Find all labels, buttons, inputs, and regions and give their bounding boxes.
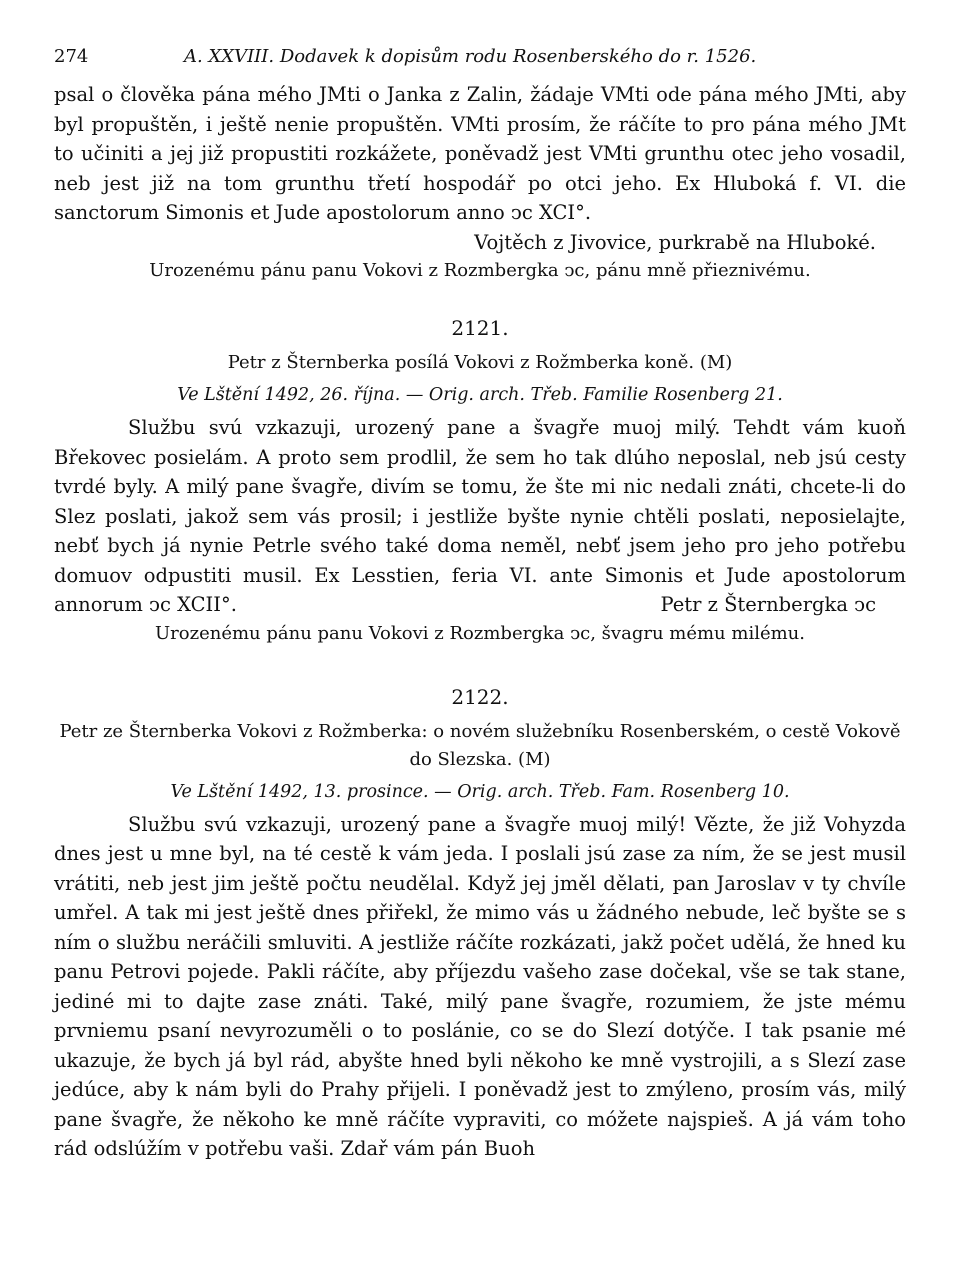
document-source: Ve Lštění 1492, 13. prosince. — Orig. arch. Třeb. Fam. Rosenberg 10. xyxy=(170,781,790,802)
letter-continued xyxy=(54,80,906,285)
page-number: 274 xyxy=(54,46,89,67)
letter-address: Urozenému pánu panu Vokovi z Rozmbergka ↄc, pánu mně přieznivému. xyxy=(149,260,811,281)
document-title: Petr z Šternberka posílá Vokovi z Rožmberka koně. (M) xyxy=(227,352,733,373)
letter-signature: Vojtěch z Jivovice, purkrabě na Hluboké. xyxy=(474,230,876,254)
page xyxy=(54,40,906,1164)
letter-text: Službu svú vzkazuji, urozený pane a švagře muoj milý. Tehdt vám kuoň Břekovec posielám. A proto sem prodlil, že sem ho tak dlúho neposlal, neb jsú cesty tvrdé byly. A milý pane švagře, divím se tomu, že šte mi nic nedali znáti, chcete-li do Slez poslati, jakož sem vás prosil; i jestliže byšte nynie chtěli poslati, neposielajte, nebť bych já nynie Petrle svého také doma neměl, nebť jsem jeho pro jeho potřebu domuov odpustiti musil. Ex Lesstien, feria VI. ante Simonis et Jude apostolorum annorum ↄc XCII°. xyxy=(54,416,906,616)
document-source: Ve Lštění 1492, 26. října. — Orig. arch. Třeb. Familie Rosenberg 21. xyxy=(177,385,783,405)
letter-body: psal o člověka pána mého JMti o Janka z Zalin, žádaje VMti ode pána mého JMti, aby byl propuštěn, i ještě nenie propuštěn. VMti prosím, že ráčíte to pro pána mého JMt to učiniti a jej již propustiti rozkážete, poněvadž jest VMti grunthu otec jeho vosadil, neb jest již na tom grunthu třetí hospodář po otci jeho. Ex Hluboká f. VI. die sanctorum Simonis et Jude apostolorum anno ↄc XCI°. xyxy=(54,83,906,224)
letter-signature: Petr z Šternbergka ↄc xyxy=(660,593,876,616)
running-title: A. XXVIII. Dodavek k dopisům rodu Rosenberského do r. 1526. xyxy=(184,46,757,67)
document-2121 xyxy=(54,313,906,648)
letter-body: Službu svú vzkazuji, urozený pane a švagře muoj milý! Vězte, že již Vohyzda dnes jest u mne byl, na té cestě k vám jeda. I poslali jsú zase za ním, že se jest musil vrátiti, neb jest jim ještě počtu neudělal. Když jej jměl dělati, pan Jaroslav v ty chvíle umřel. A tak mi jest ještě dnes přiřekl, že mimo vás u žádného nebude, leč byšte se s ním o službu neráčili smluviti. A jestliže ráčíte rozkázati, jakž počet udělá, že hned ku panu Petrovi pojede. Pakli ráčíte, aby příjezdu vašeho zase dočekal, vše se tak stane, jediné mi to dajte zase znáti. Také, milý pane švagře, rozumiem, že jste mému prvniemu psaní nevyrozuměli o to poslánie, co se do Slezí dotýče. I tak psanie mé ukazuje, že bych já byl rád, abyšte hned byli někoho ke mně vystrojili, a s Slezí zase jedúce, aby k nám byli do Prahy přijeli. I poněvadž jest to zmýleno, prosím vás, milý pane švagře, že někoho ke mně ráčíte vypraviti, co móžete najspieš. A já vám toho rád odslúžím v potřebu vaši. Zdař vám pán Buoh xyxy=(54,812,906,1160)
document-title: Petr ze Šternberka Vokovi z Rožmberka: o novém služebníku Rosenberském, o cestě Vokově do Slezska. (M) xyxy=(59,720,901,770)
document-2122 xyxy=(54,682,906,1164)
running-head xyxy=(54,40,906,80)
letter-address: Urozenému pánu panu Vokovi z Rozmbergka ↄc, švagru mému milému. xyxy=(155,622,805,644)
letter-body xyxy=(54,413,906,620)
document-number: 2122. xyxy=(451,684,509,709)
document-number: 2121. xyxy=(451,316,509,340)
